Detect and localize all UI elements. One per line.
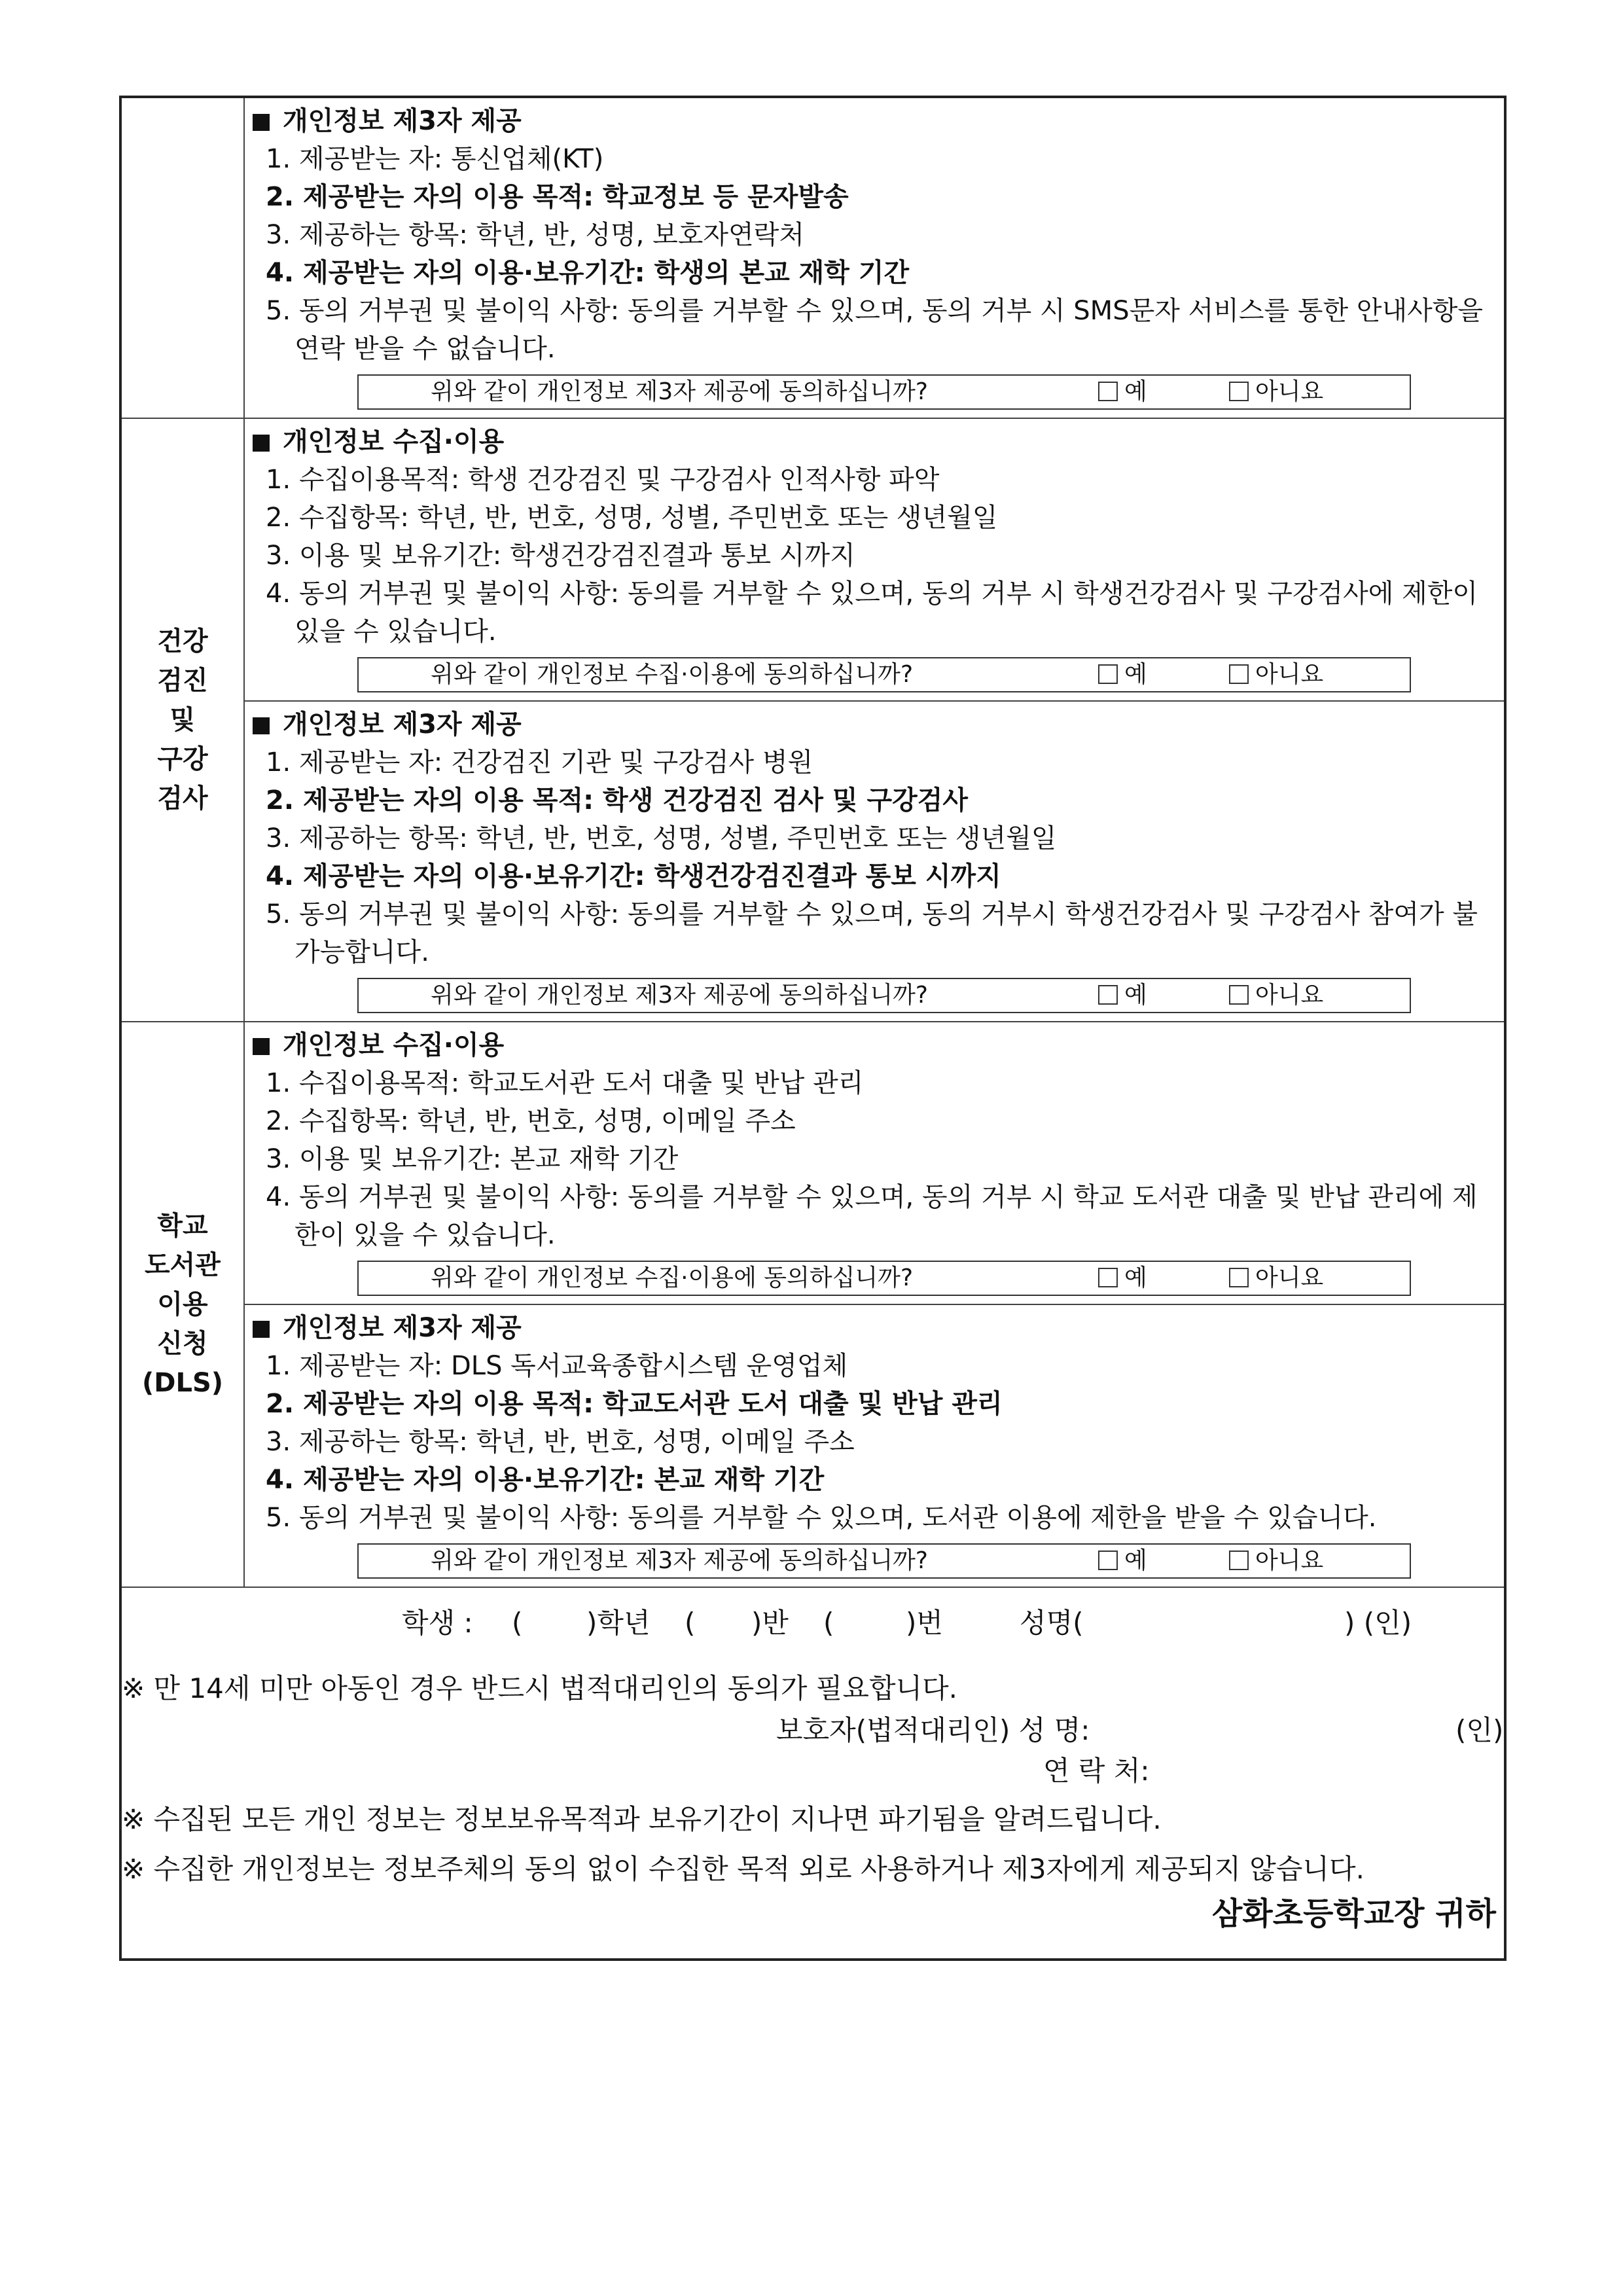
library-third-party-row <box>120 1304 1505 1587</box>
note-destroy: ※ 수집된 모든 개인 정보는 정보보유목적과 보유기간이 지나면 파기됨을 알려드립니다. <box>122 1803 1162 1835</box>
checkbox-icon[interactable] <box>1229 664 1249 684</box>
consent-question: 위와 같이 개인정보 수집·이용에 동의하십니까? <box>431 1265 914 1291</box>
health-label: 건강 검진 및 구강 검사 <box>120 418 244 1022</box>
list-item: 1. 제공받는 자: DLS 독서교육종합시스템 운영업체 <box>266 1351 848 1381</box>
no-option[interactable]: 아니요 <box>1229 376 1323 408</box>
black-square-icon <box>253 435 270 452</box>
health-third-party-section <box>244 701 1505 1022</box>
consent-question-box <box>357 1543 1411 1579</box>
list-item: 4. 제공받는 자의 이용·보유기간: 학생건강검진결과 통보 시까지 <box>266 861 1001 891</box>
list-item: 1. 수집이용목적: 학생 건강검진 및 구강검사 인적사항 파악 <box>266 465 940 495</box>
checkbox-icon[interactable] <box>1098 985 1118 1005</box>
section-title: 개인정보 제3자 제공 <box>253 102 1496 140</box>
guardian-name-field[interactable]: 보호자(법적대리인) 성 명: <box>776 1714 1090 1746</box>
consent-table <box>119 96 1507 1961</box>
list-item: 2. 수집항목: 학년, 반, 번호, 성명, 성별, 주민번호 또는 생년월일 <box>266 503 998 533</box>
consent-question: 위와 같이 개인정보 제3자 제공에 동의하십니까? <box>431 982 928 1009</box>
list-item: 4. 제공받는 자의 이용·보유기간: 학생의 본교 재학 기간 <box>266 258 910 288</box>
footer-row <box>120 1587 1505 1960</box>
black-square-icon <box>253 1038 270 1055</box>
consent-question-box <box>357 978 1411 1013</box>
list-item: 2. 제공받는 자의 이용 목적: 학교정보 등 문자발송 <box>266 182 849 212</box>
consent-form <box>119 96 1507 1961</box>
footer-section <box>120 1587 1505 1960</box>
yes-option[interactable]: 예 <box>1098 1262 1147 1295</box>
black-square-icon <box>253 114 270 131</box>
library-collection-row <box>120 1022 1505 1304</box>
no-option[interactable]: 아니요 <box>1229 658 1323 691</box>
guardian-seal: (인) <box>1455 1714 1504 1746</box>
class-field[interactable]: )반 <box>751 1607 789 1639</box>
list-item: 2. 제공받는 자의 이용 목적: 학생 건강검진 검사 및 구강검사 <box>266 785 969 816</box>
checkbox-icon[interactable] <box>1229 985 1249 1005</box>
consent-question-box <box>357 657 1411 692</box>
checkbox-icon[interactable] <box>1098 1551 1118 1570</box>
consent-question: 위와 같이 개인정보 제3자 제공에 동의하십니까? <box>431 378 928 405</box>
no-option[interactable]: 아니요 <box>1229 1545 1323 1577</box>
library-collection-section <box>244 1022 1505 1304</box>
student-label: 학생 : <box>402 1607 473 1639</box>
library-label: 학교 도서관 이용 신청 (DLS) <box>120 1022 244 1587</box>
yes-option[interactable]: 예 <box>1098 979 1147 1012</box>
consent-question: 위와 같이 개인정보 제3자 제공에 동의하십니까? <box>431 1547 928 1574</box>
checkbox-icon[interactable] <box>1098 382 1118 401</box>
list-item: 5. 동의 거부권 및 불이익 사항: 동의를 거부할 수 있으며, 동의 거부 시 SMS문자 서비스를 통한 안내사항을 연락 받을 수 없습니다. <box>266 296 1484 364</box>
checkbox-icon[interactable] <box>1098 664 1118 684</box>
list-item: 1. 제공받는 자: 통신업체(KT) <box>266 144 604 174</box>
grade-field[interactable]: )학년 <box>586 1607 651 1639</box>
consent-question-box <box>357 1261 1411 1296</box>
note-minor: ※ 만 14세 미만 아동인 경우 반드시 법적대리인의 동의가 필요합니다. <box>122 1672 958 1704</box>
list-item: 3. 제공하는 항목: 학년, 반, 번호, 성명, 이메일 주소 <box>266 1427 855 1457</box>
list-item: 1. 제공받는 자: 건강검진 기관 및 구강검사 병원 <box>266 747 813 778</box>
checkbox-icon[interactable] <box>1098 1268 1118 1287</box>
list-item: 2. 제공받는 자의 이용 목적: 학교도서관 도서 대출 및 반납 관리 <box>266 1389 1003 1419</box>
section-title: 개인정보 수집·이용 <box>253 423 1496 461</box>
checkbox-icon[interactable] <box>1229 1268 1249 1287</box>
consent-question-box <box>357 374 1411 410</box>
yes-option[interactable]: 예 <box>1098 376 1147 408</box>
list-item: 5. 동의 거부권 및 불이익 사항: 동의를 거부할 수 있으며, 도서관 이용에 제한을 받을 수 있습니다. <box>266 1503 1377 1533</box>
no-option[interactable]: 아니요 <box>1229 979 1323 1012</box>
health-collection-section <box>244 418 1505 701</box>
sms-third-party-section <box>244 97 1505 418</box>
list-item: 2. 수집항목: 학년, 반, 번호, 성명, 이메일 주소 <box>266 1106 796 1136</box>
consent-question: 위와 같이 개인정보 수집·이용에 동의하십니까? <box>431 661 914 688</box>
section-title: 개인정보 제3자 제공 <box>253 706 1496 744</box>
checkbox-icon[interactable] <box>1229 1551 1249 1570</box>
health-collection-row <box>120 418 1505 701</box>
list-item: 5. 동의 거부권 및 불이익 사항: 동의를 거부할 수 있으며, 동의 거부시 학생건강검사 및 구강검사 참여가 불가능합니다. <box>266 899 1478 967</box>
student-name-field[interactable]: 성명( <box>1020 1607 1084 1639</box>
list-item: 1. 수집이용목적: 학교도서관 도서 대출 및 반납 관리 <box>266 1068 864 1098</box>
sms-row <box>120 97 1505 418</box>
section-title: 개인정보 수집·이용 <box>253 1026 1496 1064</box>
section-title: 개인정보 제3자 제공 <box>253 1309 1496 1347</box>
library-third-party-section <box>244 1304 1505 1587</box>
sms-label-cell <box>120 97 244 418</box>
list-item: 3. 제공하는 항목: 학년, 반, 성명, 보호자연락처 <box>266 220 804 250</box>
black-square-icon <box>253 717 270 734</box>
class-open: ( <box>685 1607 696 1639</box>
checkbox-icon[interactable] <box>1229 382 1249 401</box>
health-third-party-row <box>120 701 1505 1022</box>
yes-option[interactable]: 예 <box>1098 1545 1147 1577</box>
no-option[interactable]: 아니요 <box>1229 1262 1323 1295</box>
signature: 삼화초등학교장 귀하 <box>1211 1895 1496 1932</box>
grade-open: ( <box>512 1607 523 1639</box>
list-item: 4. 동의 거부권 및 불이익 사항: 동의를 거부할 수 있으며, 동의 거부 시 학생건강검사 및 구강검사에 제한이 있을 수 있습니다. <box>266 579 1478 647</box>
list-item: 3. 이용 및 보유기간: 학생건강검진결과 통보 시까지 <box>266 541 855 571</box>
list-item: 4. 제공받는 자의 이용·보유기간: 본교 재학 기간 <box>266 1465 825 1495</box>
number-field[interactable]: )번 <box>906 1607 943 1639</box>
list-item: 3. 제공하는 항목: 학년, 반, 번호, 성명, 성별, 주민번호 또는 생년월일 <box>266 823 1057 853</box>
number-open: ( <box>823 1607 834 1639</box>
student-seal: ) (인) <box>1344 1607 1412 1639</box>
list-item: 3. 이용 및 보유기간: 본교 재학 기간 <box>266 1144 679 1174</box>
guardian-contact-field[interactable]: 연 락 처: <box>1043 1755 1150 1787</box>
note-usage: ※ 수집한 개인정보는 정보주체의 동의 없이 수집한 목적 외로 사용하거나 제3자에게 제공되지 않습니다. <box>122 1853 1364 1885</box>
list-item: 4. 동의 거부권 및 불이익 사항: 동의를 거부할 수 있으며, 동의 거부 시 학교 도서관 대출 및 반납 관리에 제한이 있을 수 있습니다. <box>266 1182 1478 1250</box>
black-square-icon <box>253 1321 270 1338</box>
yes-option[interactable]: 예 <box>1098 658 1147 691</box>
